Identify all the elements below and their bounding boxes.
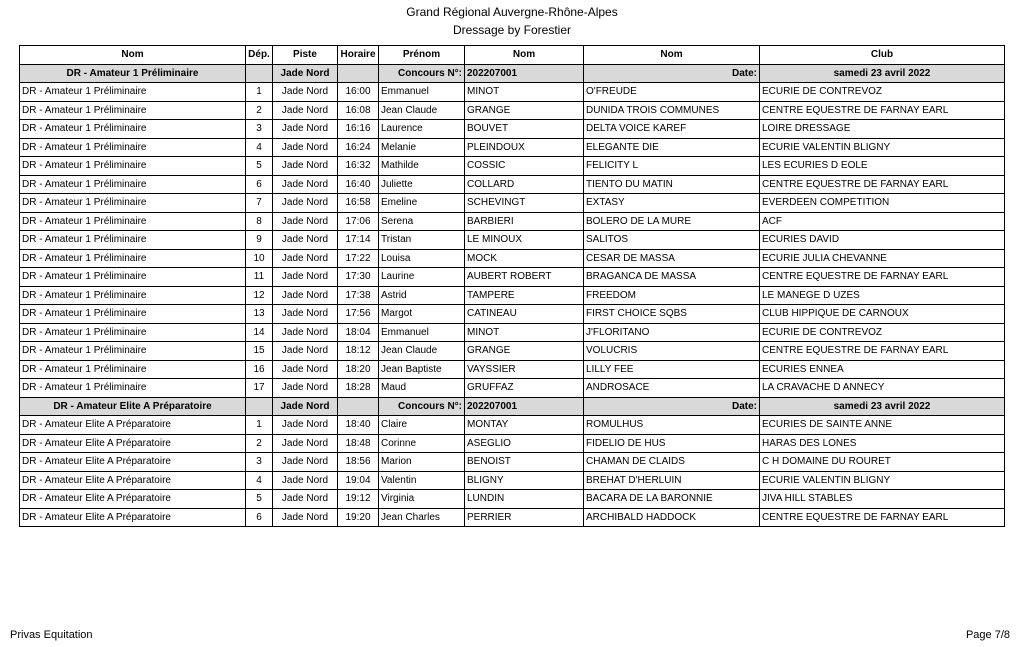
cell-horaire: 18:12: [338, 342, 379, 361]
cell-dep: 8: [246, 212, 273, 231]
table-row: [20, 194, 1005, 213]
cell-club: CENTRE EQUESTRE DE FARNAY EARL: [760, 342, 1005, 361]
table-row: [20, 453, 1005, 472]
table-row: [20, 490, 1005, 509]
cell-dep: 3: [246, 120, 273, 139]
cell-dep: 14: [246, 323, 273, 342]
cell-epreuve: DR - Amateur 1 Préliminaire: [20, 83, 246, 102]
cell-epreuve: DR - Amateur 1 Préliminaire: [20, 212, 246, 231]
cell-dep: 11: [246, 268, 273, 287]
cell-horaire: 18:56: [338, 453, 379, 472]
table-row: [20, 286, 1005, 305]
table-row: [20, 268, 1005, 287]
cell-epreuve: DR - Amateur 1 Préliminaire: [20, 305, 246, 324]
cell-club: ECURIE VALENTIN BLIGNY: [760, 138, 1005, 157]
cell-horaire: 19:20: [338, 508, 379, 527]
cell-prenom: Jean Charles: [379, 508, 465, 527]
cell-club: CENTRE EQUESTRE DE FARNAY EARL: [760, 508, 1005, 527]
cell-nom: LE MINOUX: [465, 231, 584, 250]
column-header-row: [20, 46, 1005, 65]
footer-organizer: Privas Equitation: [10, 629, 93, 641]
table-row: [20, 138, 1005, 157]
footer-page-number: Page 7/8: [965, 629, 1010, 641]
cell-epreuve: DR - Amateur 1 Préliminaire: [20, 379, 246, 398]
cell-club: CENTRE EQUESTRE DE FARNAY EARL: [760, 268, 1005, 287]
cell-prenom: Astrid: [379, 286, 465, 305]
cell-horaire: 18:20: [338, 360, 379, 379]
column-header-cheval: Nom: [584, 46, 760, 65]
cell-piste: Jade Nord: [273, 175, 338, 194]
cell-epreuve: DR - Amateur 1 Préliminaire: [20, 120, 246, 139]
cell-epreuve: DR - Amateur 1 Préliminaire: [20, 138, 246, 157]
cell-club: ECURIES DE SAINTE ANNE: [760, 416, 1005, 435]
group-piste: Jade Nord: [273, 397, 338, 416]
cell-dep: 3: [246, 453, 273, 472]
cell-epreuve: DR - Amateur Elite A Préparatoire: [20, 508, 246, 527]
cell-prenom: Emeline: [379, 194, 465, 213]
cell-club: EVERDEEN COMPETITION: [760, 194, 1005, 213]
cell-prenom: Tristan: [379, 231, 465, 250]
cell-cheval: TIENTO DU MATIN: [584, 175, 760, 194]
cell-cheval: DUNIDA TROIS COMMUNES: [584, 101, 760, 120]
cell-prenom: Marion: [379, 453, 465, 472]
table-row: [20, 342, 1005, 361]
cell-nom: ASEGLIO: [465, 434, 584, 453]
cell-cheval: ARCHIBALD HADDOCK: [584, 508, 760, 527]
table-row: [20, 471, 1005, 490]
table-row: [20, 305, 1005, 324]
cell-epreuve: DR - Amateur 1 Préliminaire: [20, 175, 246, 194]
cell-epreuve: DR - Amateur Elite A Préparatoire: [20, 471, 246, 490]
cell-horaire: 17:56: [338, 305, 379, 324]
cell-club: ECURIES ENNEA: [760, 360, 1005, 379]
cell-piste: Jade Nord: [273, 138, 338, 157]
cell-club: JIVA HILL STABLES: [760, 490, 1005, 509]
cell-dep: 4: [246, 471, 273, 490]
cell-club: LE MANEGE D UZES: [760, 286, 1005, 305]
cell-nom: BOUVET: [465, 120, 584, 139]
cell-epreuve: DR - Amateur Elite A Préparatoire: [20, 453, 246, 472]
table-row: [20, 323, 1005, 342]
cell-horaire: 16:40: [338, 175, 379, 194]
cell-piste: Jade Nord: [273, 305, 338, 324]
cell-prenom: Jean Claude: [379, 101, 465, 120]
cell-dep: 17: [246, 379, 273, 398]
group-header-row: [20, 397, 1005, 416]
cell-nom: MINOT: [465, 323, 584, 342]
cell-epreuve: DR - Amateur 1 Préliminaire: [20, 249, 246, 268]
cell-cheval: ROMULHUS: [584, 416, 760, 435]
cell-prenom: Valentin: [379, 471, 465, 490]
cell-horaire: 18:48: [338, 434, 379, 453]
cell-horaire: 18:40: [338, 416, 379, 435]
column-header-piste: Piste: [273, 46, 338, 65]
cell-epreuve: DR - Amateur 1 Préliminaire: [20, 101, 246, 120]
cell-cheval: EXTASY: [584, 194, 760, 213]
column-header-dep: Dép.: [246, 46, 273, 65]
cell-club: ECURIE JULIA CHEVANNE: [760, 249, 1005, 268]
group-concours-label: Concours N°:: [379, 64, 465, 83]
cell-cheval: J'FLORITANO: [584, 323, 760, 342]
cell-piste: Jade Nord: [273, 194, 338, 213]
cell-dep: 1: [246, 83, 273, 102]
table-row: [20, 101, 1005, 120]
cell-cheval: BREHAT D'HERLUIN: [584, 471, 760, 490]
cell-piste: Jade Nord: [273, 157, 338, 176]
cell-prenom: Melanie: [379, 138, 465, 157]
cell-prenom: Jean Claude: [379, 342, 465, 361]
cell-horaire: 17:38: [338, 286, 379, 305]
cell-piste: Jade Nord: [273, 508, 338, 527]
cell-piste: Jade Nord: [273, 416, 338, 435]
table-row: [20, 231, 1005, 250]
cell-cheval: VOLUCRIS: [584, 342, 760, 361]
cell-horaire: 19:12: [338, 490, 379, 509]
cell-piste: Jade Nord: [273, 490, 338, 509]
cell-horaire: 17:22: [338, 249, 379, 268]
cell-nom: GRUFFAZ: [465, 379, 584, 398]
group-concours-label: Concours N°:: [379, 397, 465, 416]
cell-piste: Jade Nord: [273, 323, 338, 342]
cell-prenom: Jean Baptiste: [379, 360, 465, 379]
cell-dep: 10: [246, 249, 273, 268]
cell-club: LOIRE DRESSAGE: [760, 120, 1005, 139]
group-date-label: Date:: [584, 397, 760, 416]
cell-prenom: Claire: [379, 416, 465, 435]
column-header-nom: Nom: [465, 46, 584, 65]
cell-piste: Jade Nord: [273, 212, 338, 231]
table-row: [20, 120, 1005, 139]
cell-epreuve: DR - Amateur 1 Préliminaire: [20, 360, 246, 379]
cell-nom: MINOT: [465, 83, 584, 102]
cell-cheval: ANDROSACE: [584, 379, 760, 398]
cell-club: ECURIE VALENTIN BLIGNY: [760, 471, 1005, 490]
cell-prenom: Serena: [379, 212, 465, 231]
cell-piste: Jade Nord: [273, 434, 338, 453]
cell-cheval: FREEDOM: [584, 286, 760, 305]
group-date-label: Date:: [584, 64, 760, 83]
cell-nom: COLLARD: [465, 175, 584, 194]
cell-piste: Jade Nord: [273, 101, 338, 120]
cell-epreuve: DR - Amateur 1 Préliminaire: [20, 286, 246, 305]
group-concours-number: 202207001: [465, 64, 584, 83]
cell-dep: 5: [246, 157, 273, 176]
group-horaire-empty: [338, 397, 379, 416]
cell-nom: BLIGNY: [465, 471, 584, 490]
group-piste: Jade Nord: [273, 64, 338, 83]
column-header-epreuve: Nom: [20, 46, 246, 65]
cell-piste: Jade Nord: [273, 471, 338, 490]
cell-dep: 12: [246, 286, 273, 305]
group-date: samedi 23 avril 2022: [760, 64, 1005, 83]
cell-club: CENTRE EQUESTRE DE FARNAY EARL: [760, 101, 1005, 120]
cell-nom: SCHEVINGT: [465, 194, 584, 213]
column-header-club: Club: [760, 46, 1005, 65]
cell-cheval: DELTA VOICE KAREF: [584, 120, 760, 139]
cell-prenom: Mathilde: [379, 157, 465, 176]
cell-nom: VAYSSIER: [465, 360, 584, 379]
cell-nom: CATINEAU: [465, 305, 584, 324]
cell-epreuve: DR - Amateur Elite A Préparatoire: [20, 416, 246, 435]
group-title: DR - Amateur 1 Préliminaire: [20, 64, 246, 83]
group-date: samedi 23 avril 2022: [760, 397, 1005, 416]
cell-prenom: Virginia: [379, 490, 465, 509]
document-subtitle: Dressage by Forestier: [452, 23, 572, 37]
cell-club: CLUB HIPPIQUE DE CARNOUX: [760, 305, 1005, 324]
cell-nom: AUBERT ROBERT: [465, 268, 584, 287]
cell-cheval: BACARA DE LA BARONNIE: [584, 490, 760, 509]
cell-prenom: Laurence: [379, 120, 465, 139]
cell-nom: MOCK: [465, 249, 584, 268]
cell-horaire: 17:30: [338, 268, 379, 287]
cell-club: C H DOMAINE DU ROURET: [760, 453, 1005, 472]
cell-dep: 4: [246, 138, 273, 157]
table-row: [20, 157, 1005, 176]
cell-dep: 13: [246, 305, 273, 324]
cell-dep: 15: [246, 342, 273, 361]
cell-dep: 7: [246, 194, 273, 213]
cell-piste: Jade Nord: [273, 342, 338, 361]
cell-horaire: 16:08: [338, 101, 379, 120]
cell-prenom: Laurine: [379, 268, 465, 287]
cell-cheval: SALITOS: [584, 231, 760, 250]
cell-dep: 6: [246, 175, 273, 194]
cell-cheval: LILLY FEE: [584, 360, 760, 379]
cell-prenom: Margot: [379, 305, 465, 324]
cell-horaire: 17:14: [338, 231, 379, 250]
table-row: [20, 212, 1005, 231]
cell-horaire: 16:32: [338, 157, 379, 176]
cell-prenom: Emmanuel: [379, 323, 465, 342]
group-concours-number: 202207001: [465, 397, 584, 416]
cell-piste: Jade Nord: [273, 286, 338, 305]
cell-horaire: 16:24: [338, 138, 379, 157]
cell-nom: LUNDIN: [465, 490, 584, 509]
cell-cheval: CHAMAN DE CLAIDS: [584, 453, 760, 472]
cell-nom: TAMPERE: [465, 286, 584, 305]
cell-club: LES ECURIES D EOLE: [760, 157, 1005, 176]
cell-cheval: ELEGANTE DIE: [584, 138, 760, 157]
cell-nom: PERRIER: [465, 508, 584, 527]
cell-epreuve: DR - Amateur 1 Préliminaire: [20, 194, 246, 213]
cell-club: ACF: [760, 212, 1005, 231]
cell-prenom: Emmanuel: [379, 83, 465, 102]
cell-horaire: 18:28: [338, 379, 379, 398]
cell-piste: Jade Nord: [273, 83, 338, 102]
document-title: Grand Régional Auvergne-Rhône-Alpes: [406, 5, 618, 19]
cell-piste: Jade Nord: [273, 453, 338, 472]
cell-cheval: CESAR DE MASSA: [584, 249, 760, 268]
group-title: DR - Amateur Elite A Préparatoire: [20, 397, 246, 416]
cell-epreuve: DR - Amateur 1 Préliminaire: [20, 342, 246, 361]
cell-piste: Jade Nord: [273, 231, 338, 250]
cell-cheval: FIDELIO DE HUS: [584, 434, 760, 453]
cell-nom: BENOIST: [465, 453, 584, 472]
cell-dep: 1: [246, 416, 273, 435]
cell-horaire: 16:16: [338, 120, 379, 139]
table-row: [20, 434, 1005, 453]
cell-dep: 5: [246, 490, 273, 509]
cell-epreuve: DR - Amateur Elite A Préparatoire: [20, 434, 246, 453]
group-dep-empty: [246, 397, 273, 416]
cell-dep: 16: [246, 360, 273, 379]
cell-prenom: Corinne: [379, 434, 465, 453]
column-header-prenom: Prénom: [379, 46, 465, 65]
cell-prenom: Juliette: [379, 175, 465, 194]
group-horaire-empty: [338, 64, 379, 83]
cell-cheval: BOLERO DE LA MURE: [584, 212, 760, 231]
group-dep-empty: [246, 64, 273, 83]
cell-cheval: O'FREUDE: [584, 83, 760, 102]
cell-prenom: Louisa: [379, 249, 465, 268]
table-row: [20, 508, 1005, 527]
cell-dep: 6: [246, 508, 273, 527]
cell-piste: Jade Nord: [273, 249, 338, 268]
cell-dep: 9: [246, 231, 273, 250]
cell-horaire: 17:06: [338, 212, 379, 231]
cell-club: ECURIE DE CONTREVOZ: [760, 83, 1005, 102]
cell-piste: Jade Nord: [273, 379, 338, 398]
cell-nom: COSSIC: [465, 157, 584, 176]
cell-dep: 2: [246, 101, 273, 120]
cell-club: CENTRE EQUESTRE DE FARNAY EARL: [760, 175, 1005, 194]
cell-epreuve: DR - Amateur 1 Préliminaire: [20, 231, 246, 250]
cell-club: LA CRAVACHE D ANNECY: [760, 379, 1005, 398]
cell-nom: GRANGE: [465, 342, 584, 361]
table-row: [20, 416, 1005, 435]
cell-club: ECURIE DE CONTREVOZ: [760, 323, 1005, 342]
cell-cheval: FELICITY L: [584, 157, 760, 176]
cell-nom: PLEINDOUX: [465, 138, 584, 157]
cell-piste: Jade Nord: [273, 360, 338, 379]
table-row: [20, 360, 1005, 379]
cell-horaire: 16:58: [338, 194, 379, 213]
cell-cheval: FIRST CHOICE SQBS: [584, 305, 760, 324]
cell-cheval: BRAGANCA DE MASSA: [584, 268, 760, 287]
start-list-table: [19, 45, 1005, 527]
cell-dep: 2: [246, 434, 273, 453]
cell-epreuve: DR - Amateur 1 Préliminaire: [20, 323, 246, 342]
cell-prenom: Maud: [379, 379, 465, 398]
cell-epreuve: DR - Amateur Elite A Préparatoire: [20, 490, 246, 509]
cell-epreuve: DR - Amateur 1 Préliminaire: [20, 268, 246, 287]
cell-piste: Jade Nord: [273, 268, 338, 287]
cell-club: HARAS DES LONES: [760, 434, 1005, 453]
cell-nom: GRANGE: [465, 101, 584, 120]
table-row: [20, 83, 1005, 102]
cell-horaire: 19:04: [338, 471, 379, 490]
cell-nom: MONTAY: [465, 416, 584, 435]
cell-piste: Jade Nord: [273, 120, 338, 139]
column-header-horaire: Horaire: [338, 46, 379, 65]
table-row: [20, 175, 1005, 194]
cell-horaire: 16:00: [338, 83, 379, 102]
cell-horaire: 18:04: [338, 323, 379, 342]
cell-nom: BARBIERI: [465, 212, 584, 231]
table-row: [20, 249, 1005, 268]
table-row: [20, 379, 1005, 398]
group-header-row: [20, 64, 1005, 83]
cell-club: ECURIES DAVID: [760, 231, 1005, 250]
cell-epreuve: DR - Amateur 1 Préliminaire: [20, 157, 246, 176]
